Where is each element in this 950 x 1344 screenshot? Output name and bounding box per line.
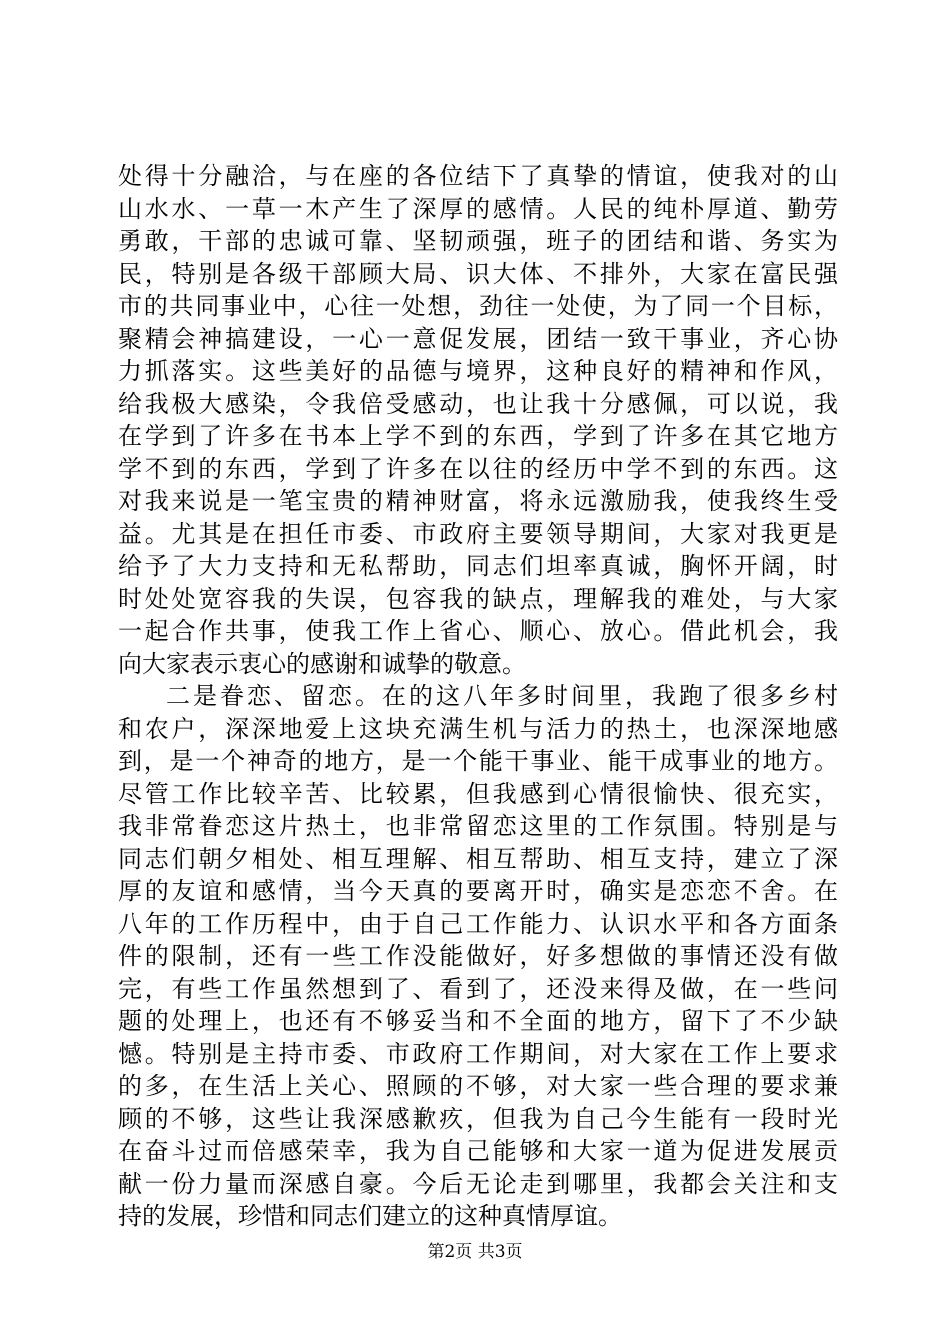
text-line: 到，是一个神奇的地方，是一个能干事业、能干成事业的地方。 xyxy=(118,747,838,775)
text-line: 给我极大感染，令我倍受感动，也让我十分感佩，可以说，我 xyxy=(118,389,838,418)
text-line: 对我来说是一笔宝贵的精神财富，将永远激励我，使我终生受 xyxy=(118,487,838,515)
text-line: 厚的友谊和感情，当今天真的要离开时，确实是恋恋不舍。在 xyxy=(118,877,838,905)
text-line: 二是眷恋、留恋。在的这八年多时间里，我跑了很多乡村 xyxy=(166,682,838,710)
text-line: 同志们朝夕相处、相互理解、相互帮助、相互支持，建立了深 xyxy=(118,844,838,873)
text-line: 益。尤其是在担任市委、市政府主要领导期间，大家对我更是 xyxy=(118,519,838,548)
text-line: 在学到了许多在书本上学不到的东西，学到了许多在其它地方 xyxy=(118,422,838,450)
text-line: 市的共同事业中，心往一处想，劲往一处使，为了同一个目标， xyxy=(118,292,838,320)
text-line: 学不到的东西，学到了许多在以往的经历中学不到的东西。这 xyxy=(118,454,838,483)
text-line: 和农户，深深地爱上这块充满生机与活力的热土，也深深地感 xyxy=(118,714,838,743)
page-footer xyxy=(0,1240,950,1264)
text-line: 献一份力量而深感自豪。今后无论走到哪里，我都会关注和支 xyxy=(118,1169,838,1198)
text-line: 力抓落实。这些美好的品德与境界，这种良好的精神和作风， xyxy=(118,357,838,385)
text-line: 给予了大力支持和无私帮助，同志们坦率真诚，胸怀开阔，时 xyxy=(118,552,838,580)
text-line: 勇敢，干部的忠诚可靠、坚韧顽强，班子的团结和谐、务实为 xyxy=(118,227,838,255)
page-number: 第2页 共3页 xyxy=(427,1242,523,1262)
text-line: 的多，在生活上关心、照顾的不够，对大家一些合理的要求兼 xyxy=(118,1072,838,1100)
text-line: 时处处宽容我的失误，包容我的缺点，理解我的难处，与大家 xyxy=(118,584,838,613)
text-line: 向大家表示衷心的感谢和诚挚的敬意。 xyxy=(118,649,526,678)
text-line: 民，特别是各级干部顾大局、识大体、不排外，大家在富民强 xyxy=(118,259,838,288)
paragraph-2 xyxy=(118,680,838,1233)
text-line: 处得十分融洽，与在座的各位结下了真挚的情谊，使我对的山 xyxy=(118,162,838,190)
text-line: 山水水、一草一木产生了深厚的感情。人民的纯朴厚道、勤劳 xyxy=(118,194,838,223)
text-line: 件的限制，还有一些工作没能做好，好多想做的事情还没有做 xyxy=(118,942,838,970)
text-line: 憾。特别是主持市委、市政府工作期间，对大家在工作上要求 xyxy=(118,1039,838,1068)
text-line: 一起合作共事，使我工作上省心、顺心、放心。借此机会，我 xyxy=(118,617,838,645)
text-line: 顾的不够，这些让我深感歉疚，但我为自己今生能有一段时光 xyxy=(118,1104,838,1133)
text-line: 尽管工作比较辛苦、比较累，但我感到心情很愉快、很充实， xyxy=(118,779,838,808)
text-line: 八年的工作历程中，由于自己工作能力、认识水平和各方面条 xyxy=(118,909,838,938)
text-line: 完，有些工作虽然想到了、看到了，还没来得及做，在一些问 xyxy=(118,974,838,1003)
document-body xyxy=(118,160,838,1233)
text-line: 聚精会神搞建设，一心一意促发展，团结一致干事业，齐心协 xyxy=(118,324,838,353)
text-line: 在奋斗过而倍感荣幸，我为自己能够和大家一道为促进发展贡 xyxy=(118,1137,838,1165)
text-line: 题的处理上，也还有不够妥当和不全面的地方，留下了不少缺 xyxy=(118,1007,838,1035)
text-line: 持的发展，珍惜和同志们建立的这种真情厚谊。 xyxy=(118,1202,622,1230)
text-line: 我非常眷恋这片热土，也非常留恋这里的工作氛围。特别是与 xyxy=(118,812,838,840)
paragraph-1 xyxy=(118,160,838,680)
